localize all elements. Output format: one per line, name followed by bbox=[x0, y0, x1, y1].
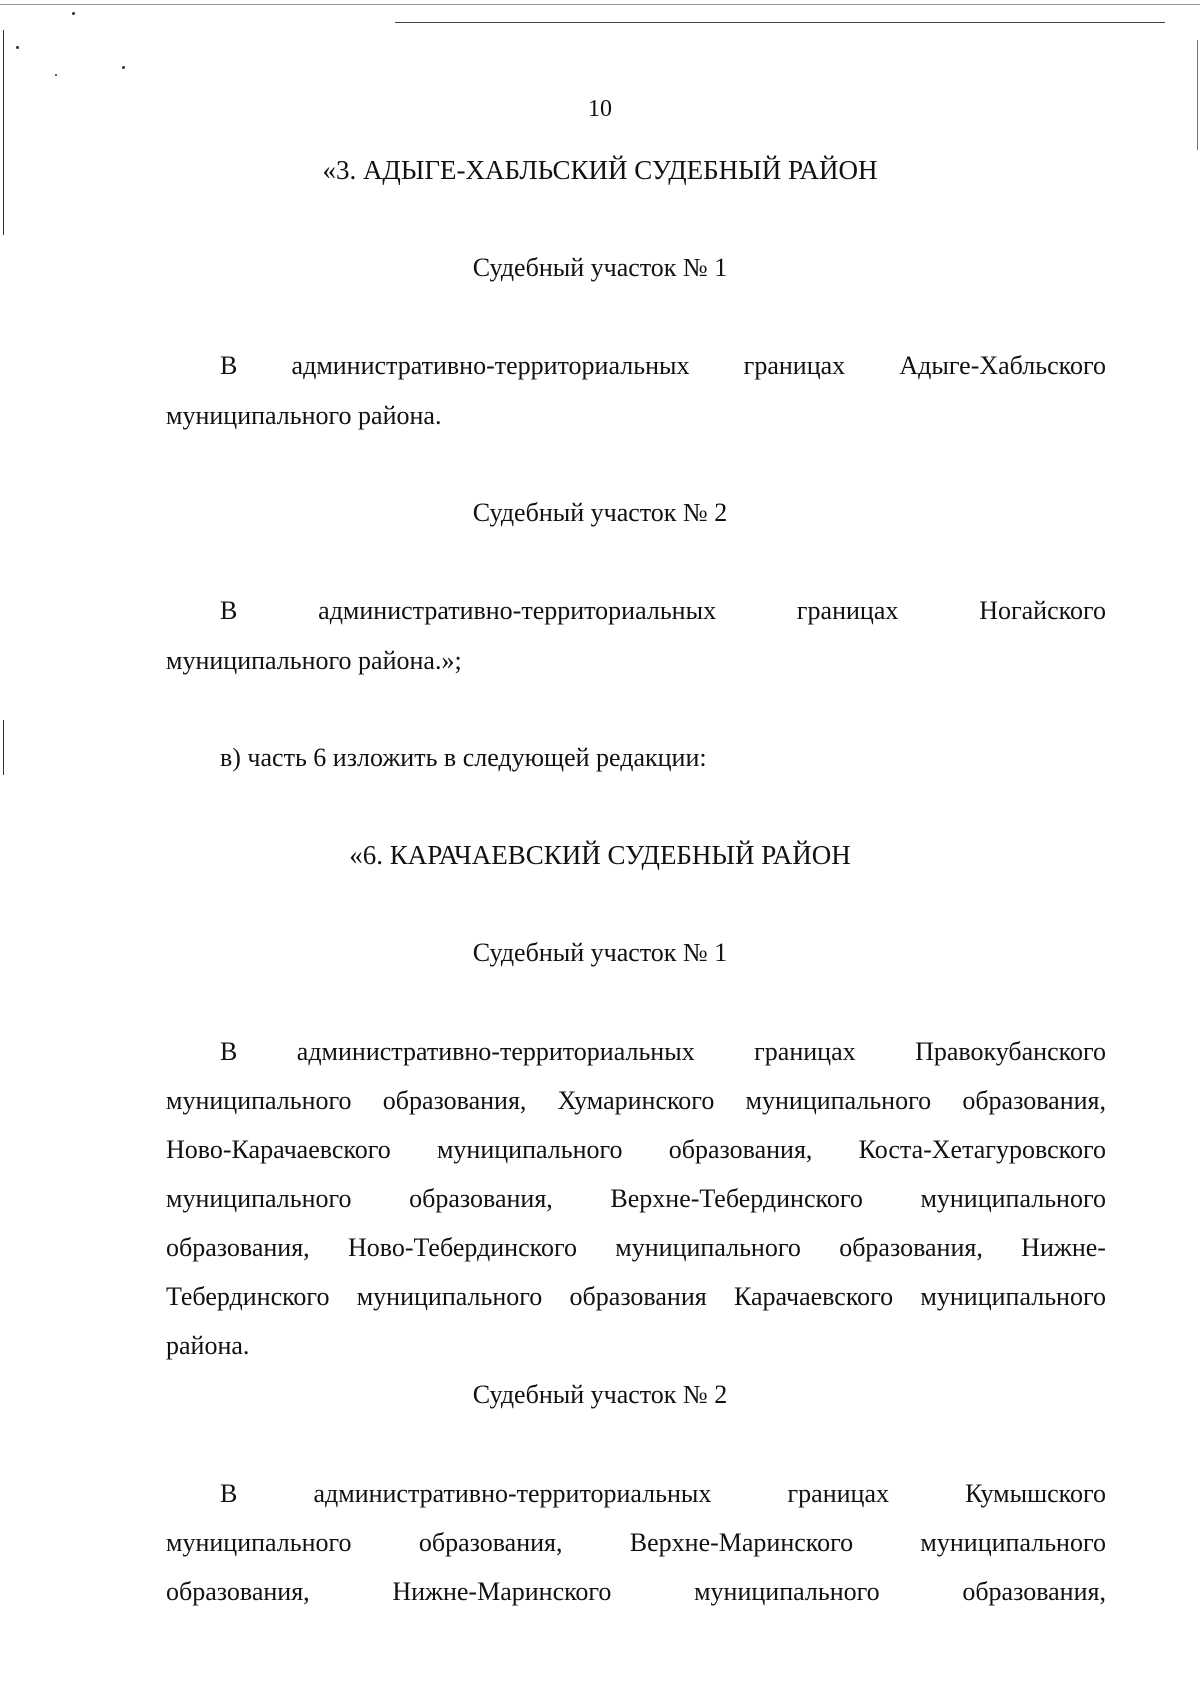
paragraph-line bbox=[166, 1186, 1106, 1212]
paragraph-line bbox=[220, 1039, 1106, 1065]
paragraph-line bbox=[220, 598, 1106, 624]
scan-artifact-edge bbox=[3, 30, 4, 235]
word: Верхне-Маринского bbox=[629, 1528, 854, 1557]
word: образования, bbox=[166, 1233, 310, 1262]
word: муниципального bbox=[356, 1282, 543, 1311]
scan-artifact-dot bbox=[16, 46, 19, 49]
word: Карачаевского bbox=[733, 1282, 894, 1311]
word: границах bbox=[787, 1479, 890, 1508]
word: образования, bbox=[962, 1086, 1106, 1115]
word: муниципального района. bbox=[166, 401, 442, 430]
word: В bbox=[220, 1037, 238, 1066]
word: Ново-Карачаевского bbox=[166, 1135, 391, 1164]
paragraph-line bbox=[166, 1333, 249, 1359]
word: образования, bbox=[382, 1086, 527, 1115]
word: муниципального bbox=[694, 1577, 880, 1606]
word: административно-территориальных bbox=[318, 596, 717, 625]
scan-artifact-dot bbox=[55, 74, 57, 76]
scan-artifact-dot bbox=[72, 12, 75, 15]
word: административно-территориальных bbox=[313, 1479, 712, 1508]
scan-artifact-edge bbox=[3, 720, 4, 775]
word: муниципального bbox=[615, 1233, 801, 1262]
word: границах bbox=[796, 596, 899, 625]
scan-artifact-line bbox=[0, 4, 1200, 5]
paragraph-line bbox=[166, 1088, 1106, 1114]
word: границах bbox=[754, 1037, 856, 1066]
word: Правокубанского bbox=[915, 1037, 1106, 1066]
paragraph-line bbox=[166, 1235, 1106, 1261]
paragraph-line bbox=[220, 353, 1106, 379]
word: муниципального bbox=[166, 1528, 352, 1557]
word: образования, bbox=[962, 1577, 1106, 1606]
paragraph-line bbox=[166, 403, 441, 429]
word: Коста-Хетагуровского bbox=[858, 1135, 1106, 1164]
word: образования, bbox=[409, 1184, 553, 1213]
paragraph-line bbox=[166, 1579, 1106, 1605]
subsection-title: Судебный участок № 2 bbox=[472, 498, 728, 527]
subsection-title: Судебный участок № 2 bbox=[472, 1380, 728, 1409]
word: Ново-Тебердинского bbox=[347, 1233, 577, 1262]
word: В bbox=[220, 351, 238, 380]
word: образования bbox=[569, 1282, 707, 1311]
word: административно-территориальных bbox=[291, 351, 690, 380]
subsection-title: Судебный участок № 1 bbox=[472, 938, 728, 967]
subsection-title: Судебный участок № 1 bbox=[472, 253, 728, 282]
word: В bbox=[220, 596, 238, 625]
word: образования, bbox=[839, 1233, 983, 1262]
word: муниципального bbox=[166, 1086, 352, 1115]
scan-artifact-dot bbox=[122, 66, 125, 69]
paragraph-line bbox=[166, 648, 462, 674]
word: В bbox=[220, 1479, 238, 1508]
word: муниципального bbox=[920, 1184, 1106, 1213]
word: образования, bbox=[668, 1135, 813, 1164]
scan-artifact-edge bbox=[1197, 40, 1198, 150]
word: Ногайского bbox=[979, 596, 1106, 625]
word: муниципального bbox=[920, 1528, 1106, 1557]
paragraph-line bbox=[220, 1481, 1106, 1507]
word: границах bbox=[743, 351, 846, 380]
word: муниципального bbox=[920, 1282, 1106, 1311]
word: муниципального района.»; bbox=[166, 646, 462, 675]
scan-artifact-line bbox=[395, 22, 1165, 23]
paragraph-line bbox=[166, 1137, 1106, 1163]
word: Нижне-Маринского bbox=[392, 1577, 612, 1606]
word: Адыге-Хабльского bbox=[899, 351, 1106, 380]
amendment-text: в) часть 6 изложить в следующей редакции: bbox=[220, 743, 707, 772]
paragraph-line bbox=[166, 1530, 1106, 1556]
word: образования, bbox=[418, 1528, 563, 1557]
section-heading: «3. АДЫГЕ-ХАБЛЬСКИЙ СУДЕБНЫЙ РАЙОН bbox=[322, 155, 878, 185]
word: Нижне- bbox=[1021, 1233, 1106, 1262]
page-number: 10 bbox=[588, 96, 612, 122]
word: Верхне-Тебердинского bbox=[610, 1184, 863, 1213]
word: Кумышского bbox=[965, 1479, 1106, 1508]
word: муниципального bbox=[166, 1184, 352, 1213]
paragraph-line bbox=[166, 1284, 1106, 1310]
word: Хумаринского bbox=[557, 1086, 715, 1115]
word: муниципального bbox=[745, 1086, 932, 1115]
section-heading: «6. КАРАЧАЕВСКИЙ СУДЕБНЫЙ РАЙОН bbox=[349, 840, 851, 870]
word: Тебердинского bbox=[166, 1282, 330, 1311]
word: образования, bbox=[166, 1577, 310, 1606]
word: района. bbox=[166, 1331, 250, 1360]
word: административно-территориальных bbox=[296, 1037, 695, 1066]
word: муниципального bbox=[436, 1135, 623, 1164]
